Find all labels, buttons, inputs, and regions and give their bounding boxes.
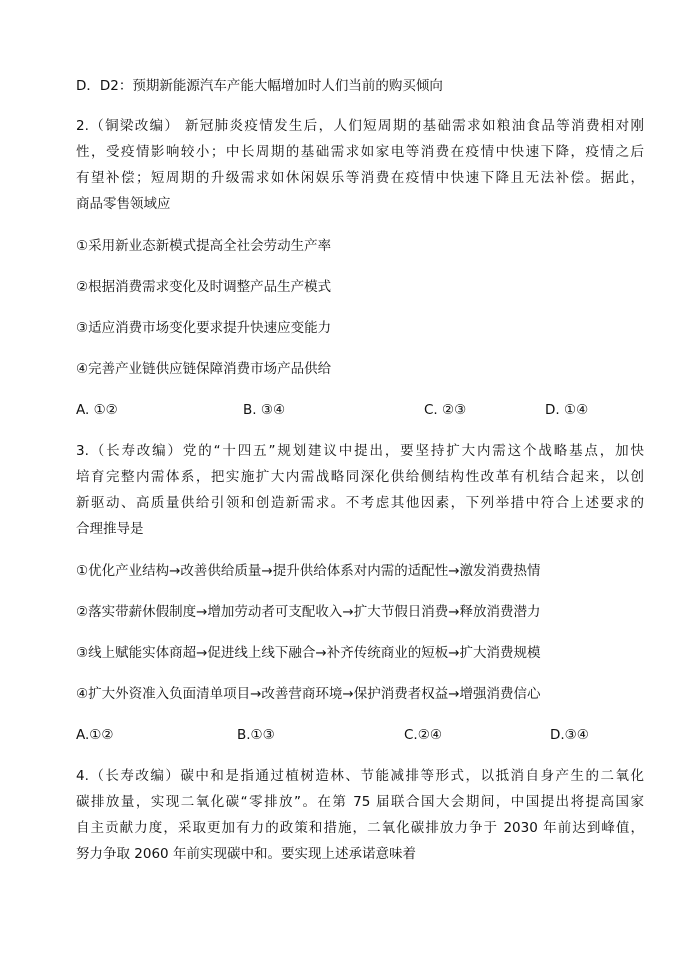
q3-stem-line-3: 新驱动、高质量供给引领和创造新需求。不考虑其他因素，下列举措中符合上述要求的 — [76, 495, 644, 511]
q2-stem-line-2: 性，受疫情影响较小；中长周期的基础需求如家电等消费在疫情中快速下降，疫情之后 — [76, 144, 644, 160]
q4-stem-line-2: 碳排放量，实现二氧化碳“零排放”。在第 75 届联合国大会期间，中国提出将提高国家 — [76, 794, 644, 810]
q3-option-d: D.③④ — [550, 727, 589, 743]
q2-statement-1: ①采用新业态新模式提高全社会劳动生产率 — [76, 238, 332, 254]
q3-statement-2: ②落实带薪休假制度→增加劳动者可支配收入→扩大节假日消费→释放消费潜力 — [76, 604, 541, 620]
q2-option-b: B. ③④ — [243, 402, 286, 418]
q3-option-c: C.②④ — [404, 727, 442, 743]
q1-option-d: D．D2：预期新能源汽车产能大幅增加时人们当前的购买倾向 — [76, 78, 443, 94]
q3-statement-1: ①优化产业结构→改善供给质量→提升供给体系对内需的适配性→激发消费热情 — [76, 563, 541, 579]
q2-stem-line-4: 商品零售领域应 — [76, 196, 171, 212]
q2-stem-line-3: 有望补偿；短周期的升级需求如休闲娱乐等消费在疫情中快速下降且无法补偿。据此， — [76, 170, 644, 186]
q2-statement-3: ③适应消费市场变化要求提升快速应变能力 — [76, 320, 332, 336]
q2-option-a: A. ①② — [76, 402, 118, 418]
q3-statement-4: ④扩大外资准入负面清单项目→改善营商环境→保护消费者权益→增强消费信心 — [76, 686, 541, 702]
q2-option-d: D. ①④ — [545, 402, 589, 418]
q3-statement-3: ③线上赋能实体商超→促进线上线下融合→补齐传统商业的短板→扩大消费规模 — [76, 645, 541, 661]
q3-stem-line-4: 合理推导是 — [76, 521, 144, 537]
q3-option-a: A.①② — [76, 727, 114, 743]
q3-stem-line-1: 3.（长寿改编）党的“十四五”规划建议中提出，要坚持扩大内需这个战略基点，加快 — [76, 443, 644, 459]
q2-option-c: C. ②③ — [424, 402, 467, 418]
q4-stem-line-4: 努力争取 2060 年前实现碳中和。要实现上述承诺意味着 — [76, 846, 416, 862]
q2-statement-2: ②根据消费需求变化及时调整产品生产模式 — [76, 279, 332, 295]
q3-option-b: B.①③ — [237, 727, 275, 743]
q2-statement-4: ④完善产业链供应链保障消费市场产品供给 — [76, 361, 332, 377]
q2-stem-line-1: 2.（铜梁改编） 新冠肺炎疫情发生后，人们短周期的基础需求如粮油食品等消费相对刚 — [76, 118, 644, 134]
q4-stem-line-1: 4.（长寿改编）碳中和是指通过植树造林、节能减排等形式，以抵消自身产生的二氧化 — [76, 768, 644, 784]
q3-stem-line-2: 培育完整内需体系，把实施扩大内需战略同深化供给侧结构性改革有机结合起来，以创 — [76, 469, 644, 485]
q4-stem-line-3: 自主贡献力度，采取更加有力的政策和措施，二氧化碳排放力争于 2030 年前达到峰值， — [76, 820, 644, 836]
